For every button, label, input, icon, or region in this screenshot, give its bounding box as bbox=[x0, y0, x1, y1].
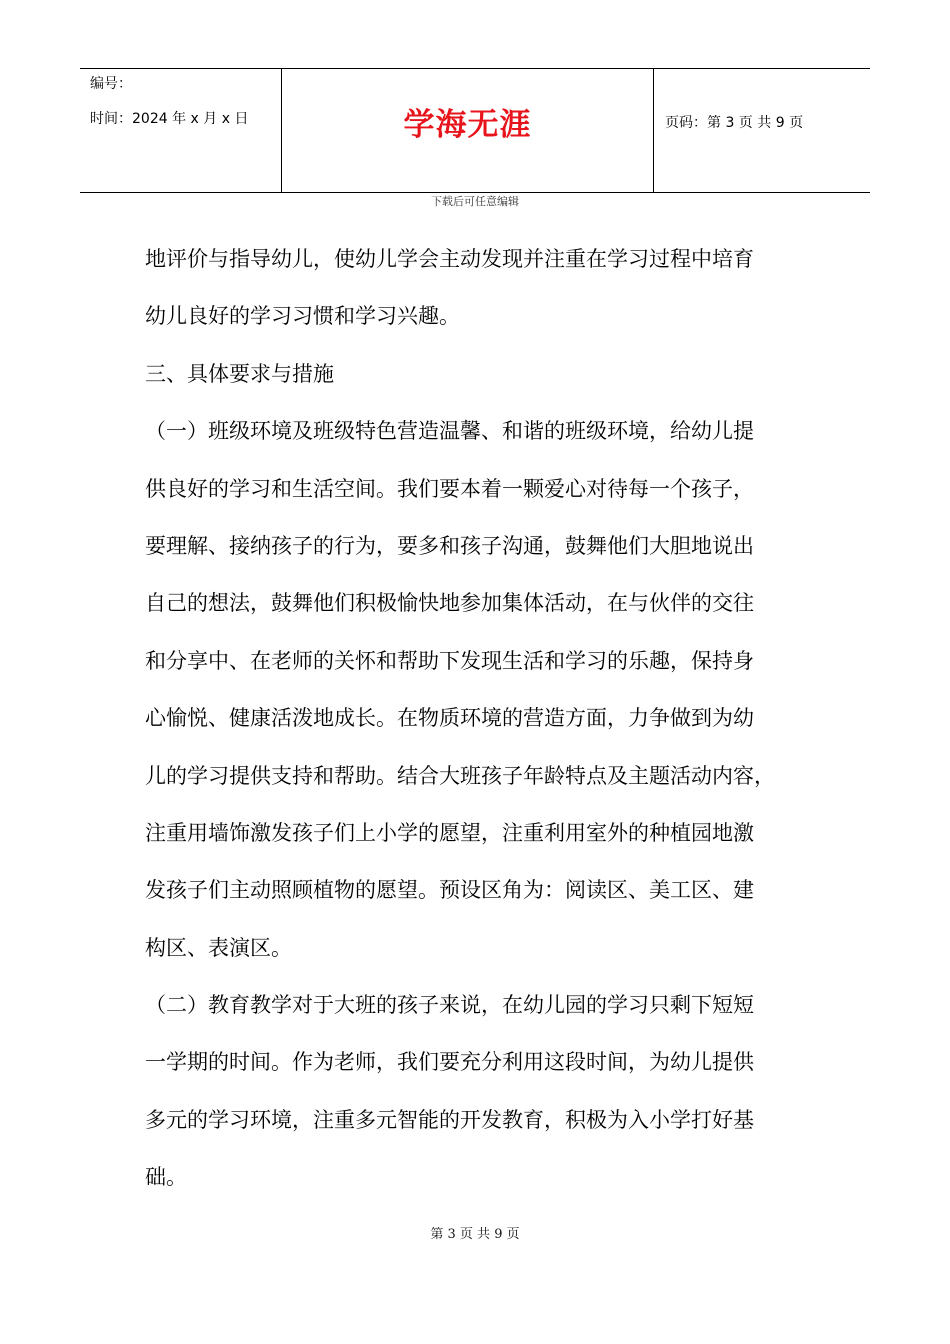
body-line: 构区、表演区。 bbox=[145, 935, 292, 960]
page-footer: 第 3 页 共 9 页 bbox=[430, 1227, 520, 1242]
body-line: 供良好的学习和生活空间。我们要本着一颗爱心对待每一个孩子， bbox=[145, 476, 754, 501]
body-text bbox=[145, 231, 815, 1207]
body-line: 和分享中、在老师的关怀和帮助下发现生活和学习的乐趣，保持身 bbox=[145, 648, 754, 673]
brand-title: 学海无涯 bbox=[403, 107, 532, 143]
body-line: 础。 bbox=[145, 1165, 187, 1190]
serial-number-label: 编号： bbox=[90, 76, 132, 92]
body-line: 儿的学习提供支持和帮助。结合大班孩子年龄特点及主题活动内容， bbox=[145, 763, 775, 788]
body-line: 发孩子们主动照顾植物的愿望。预设区角为：阅读区、美工区、建 bbox=[145, 878, 754, 903]
header-left-cell bbox=[80, 69, 281, 192]
body-line: 幼儿良好的学习习惯和学习兴趣。 bbox=[145, 304, 460, 329]
body-line: 自己的想法，鼓舞他们积极愉快地参加集体活动，在与伙伴的交往 bbox=[145, 591, 754, 616]
document-header bbox=[80, 68, 870, 193]
header-right-cell bbox=[654, 69, 870, 192]
page-number-label: 页码：第 3 页 共 9 页 bbox=[665, 115, 804, 131]
section-heading: 三、具体要求与措施 bbox=[145, 361, 334, 386]
body-line: 多元的学习环境，注重多元智能的开发教育，积极为入小学打好基 bbox=[145, 1107, 754, 1132]
editable-note: 下载后可任意编辑 bbox=[431, 195, 519, 208]
time-label: 时间：2024 年 x 月 x 日 bbox=[90, 111, 249, 127]
body-line: 心愉悦、健康活泼地成长。在物质环境的营造方面，力争做到为幼 bbox=[145, 706, 754, 731]
body-line: （一）班级环境及班级特色营造温馨、和谐的班级环境，给幼儿提 bbox=[145, 419, 754, 444]
body-line: （二）教育教学对于大班的孩子来说，在幼儿园的学习只剩下短短 bbox=[145, 993, 754, 1018]
body-line: 要理解、接纳孩子的行为，要多和孩子沟通，鼓舞他们大胆地说出 bbox=[145, 533, 754, 558]
body-line: 注重用墙饰激发孩子们上小学的愿望，注重利用室外的种植园地激 bbox=[145, 820, 754, 845]
body-line: 一学期的时间。作为老师，我们要充分利用这段时间，为幼儿提供 bbox=[145, 1050, 754, 1075]
body-line: 地评价与指导幼儿，使幼儿学会主动发现并注重在学习过程中培育 bbox=[145, 247, 754, 271]
header-title-cell bbox=[281, 69, 654, 192]
